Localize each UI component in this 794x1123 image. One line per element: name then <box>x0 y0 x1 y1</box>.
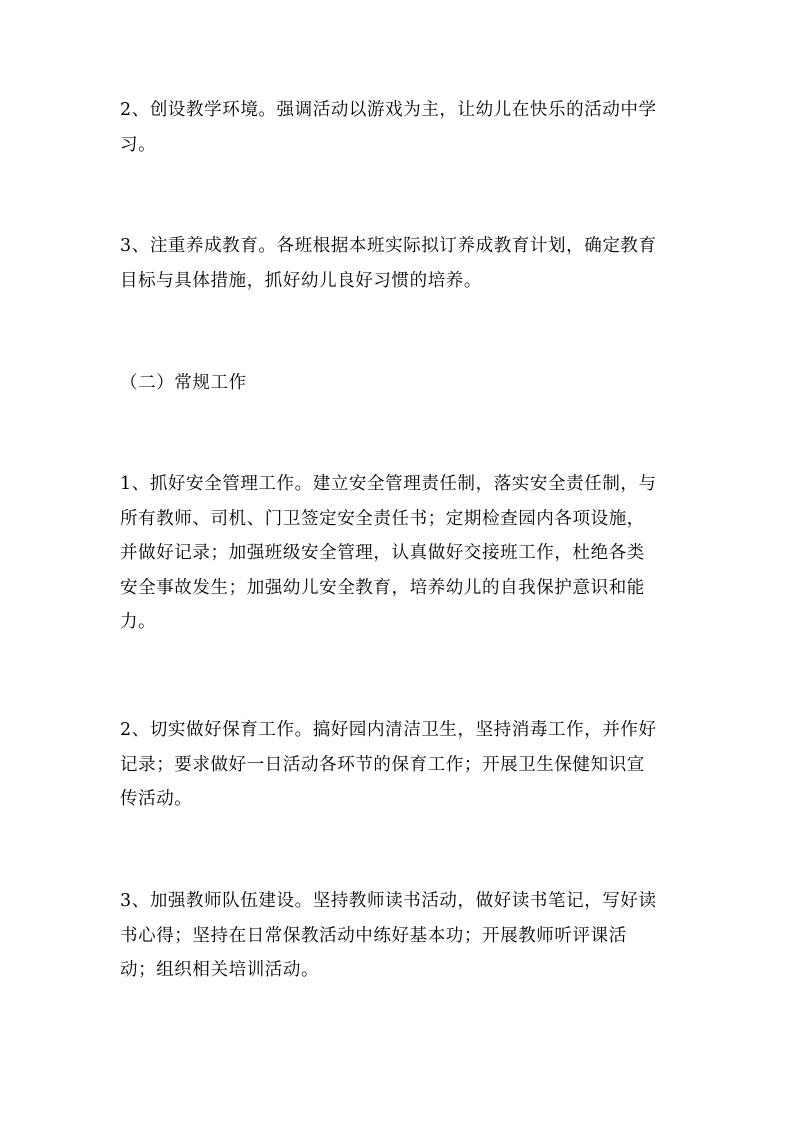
paragraph-habit-education <box>120 229 680 298</box>
text-line: 目标与具体措施，抓好幼儿良好习惯的培养。 <box>120 270 482 291</box>
text-line: 所有教师、司机、门卫签定安全责任书；定期检查园内各项设施， <box>120 508 645 529</box>
text-line: 力。 <box>120 612 157 632</box>
paragraph-teaching-environment <box>120 93 680 162</box>
text-line: 动；组织相关培训活动。 <box>120 960 320 980</box>
text-line: 习。 <box>120 134 157 155</box>
text-line: 3、注重养成教育。各班根据本班实际拟订养成教育计划，确定教育 <box>120 236 657 256</box>
text-line: 并做好记录；加强班级安全管理，认真做好交接班工作，杜绝各类 <box>120 543 645 563</box>
text-line: 2、切实做好保育工作。搞好园内清洁卫生，坚持消毒工作，并作好 <box>120 720 657 740</box>
paragraph-safety-management <box>120 467 680 640</box>
paragraph-childcare-work <box>120 713 680 817</box>
text-line: 记录；要求做好一日活动各环节的保育工作；开展卫生保健知识宣 <box>120 754 645 775</box>
text-line: 2、创设教学环境。强调活动以游戏为主，让幼儿在快乐的活动中学 <box>120 100 657 120</box>
text-line: 3、加强教师队伍建设。坚持教师读书活动，做好读书笔记，写好读 <box>120 891 657 911</box>
section-heading-routine-work <box>120 366 680 401</box>
text-line: 1、抓好安全管理工作。建立安全管理责任制，落实安全责任制，与 <box>120 474 657 494</box>
heading-text: （二）常规工作 <box>120 373 247 393</box>
text-line: 书心得；坚持在日常保教活动中练好基本功；开展教师听评课活 <box>120 925 627 946</box>
text-line: 安全事故发生；加强幼儿安全教育，培养幼儿的自我保护意识和能 <box>120 577 645 598</box>
text-line: 传活动。 <box>120 789 193 809</box>
paragraph-teacher-team-building <box>120 884 680 988</box>
